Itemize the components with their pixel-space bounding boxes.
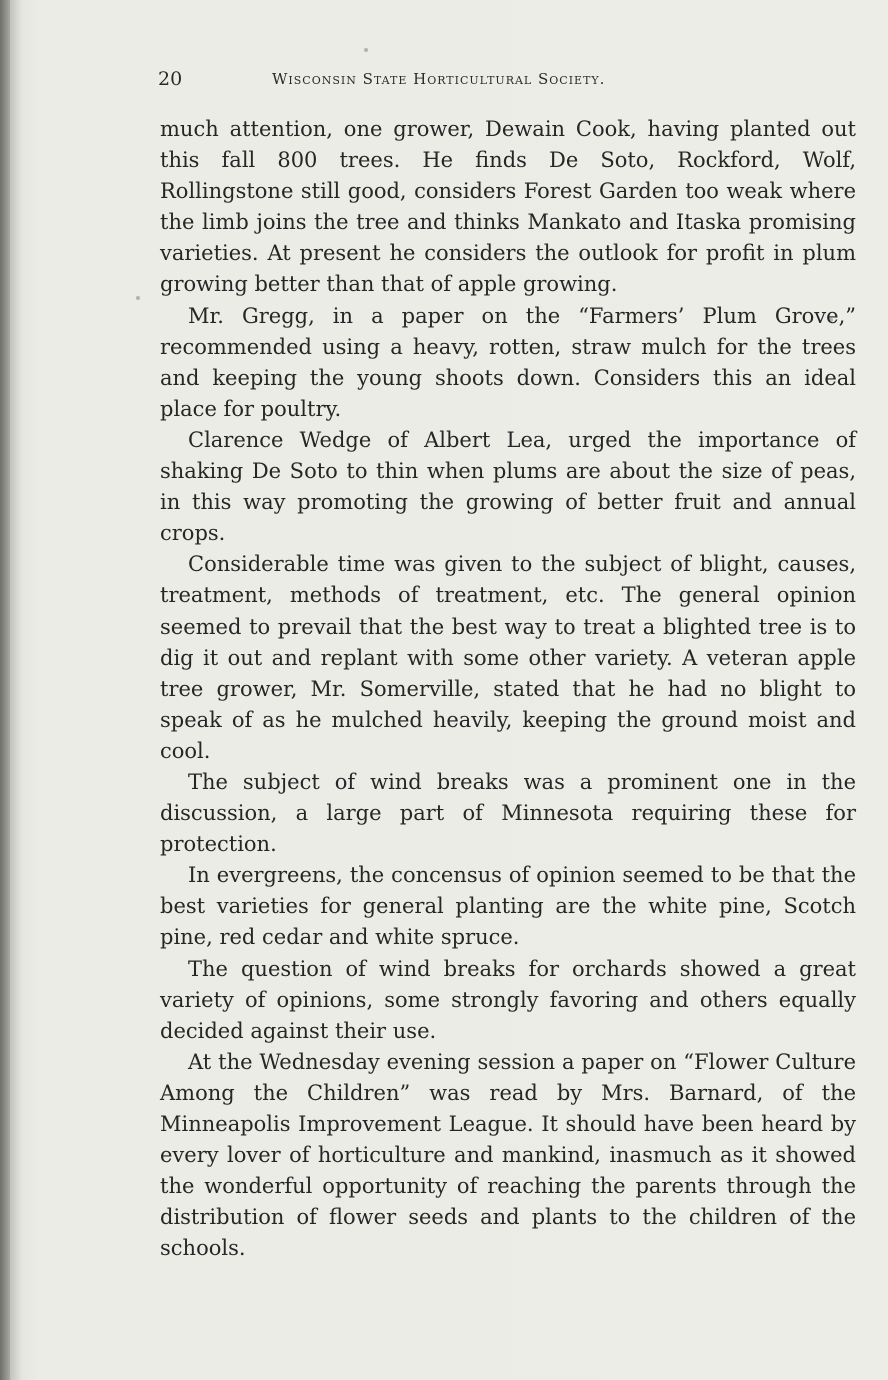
paper-speck — [136, 296, 140, 300]
paper-speck — [364, 48, 368, 52]
paragraph-6: In evergreens, the concensus of opinion seemed to be that the best varieties for general planting are the white pine, Scotch pine, red cedar and white spruce. — [160, 863, 856, 950]
paragraph-7: The question of wind breaks for orchards showed a great variety of opinions, some strongly favoring and others equally decided against their use. — [160, 956, 856, 1043]
running-head: Wisconsin State Horticultural Society. — [272, 70, 606, 88]
paragraph-3: Clarence Wedge of Albert Lea, urged the importance of shaking De Soto to thin when plums are about the size of peas, in this way promoting the growing of better fruit and annual crops. — [160, 427, 856, 546]
paragraph-4: Considerable time was given to the subject of blight, causes, treatment, methods of treatment, etc. The general opinion seemed to prevail that the best way to treat a blighted tree is to dig it out and replant with some other variety. A veteran apple tree grower, Mr. Somerville, stated that he had no blight to speak of as he mulched heavily, keeping the ground moist and cool. — [160, 552, 856, 763]
page-binding-edge — [0, 0, 10, 1380]
paragraph-8: At the Wednesday evening session a paper on “Flower Culture Among the Children” was read by Mrs. Barnard, of the Minneapolis Improvement League. It should have been heard by every lover of horticulture and mankind, inasmuch as it showed the wonderful opportunity of reaching the parents through the distribution of flower seeds and plants to the children of the schools. — [160, 1049, 856, 1261]
paragraph-1: much attention, one grower, Dewain Cook, having planted out this fall 800 trees. He finds De Soto, Rockford, Wolf, Rollingstone still good, considers Forest Garden too weak where the limb joins the tree and thinks Mankato and Itaska promising varieties. At present he considers the outlook for profit in plum growing better than that of apple growing. — [160, 117, 856, 297]
page-number: 20 — [158, 68, 183, 90]
paragraph-5: The subject of wind breaks was a prominent one in the discussion, a large part of Minnesota requiring these for protection. — [160, 769, 856, 857]
page-header — [158, 62, 858, 96]
paragraph-2: Mr. Gregg, in a paper on the “Farmers’ Plum Grove,” recommended using a heavy, rotten, straw mulch for the trees and keeping the young shoots down. Considers this an ideal place for poultry. — [160, 303, 856, 421]
body-text — [160, 114, 856, 1264]
